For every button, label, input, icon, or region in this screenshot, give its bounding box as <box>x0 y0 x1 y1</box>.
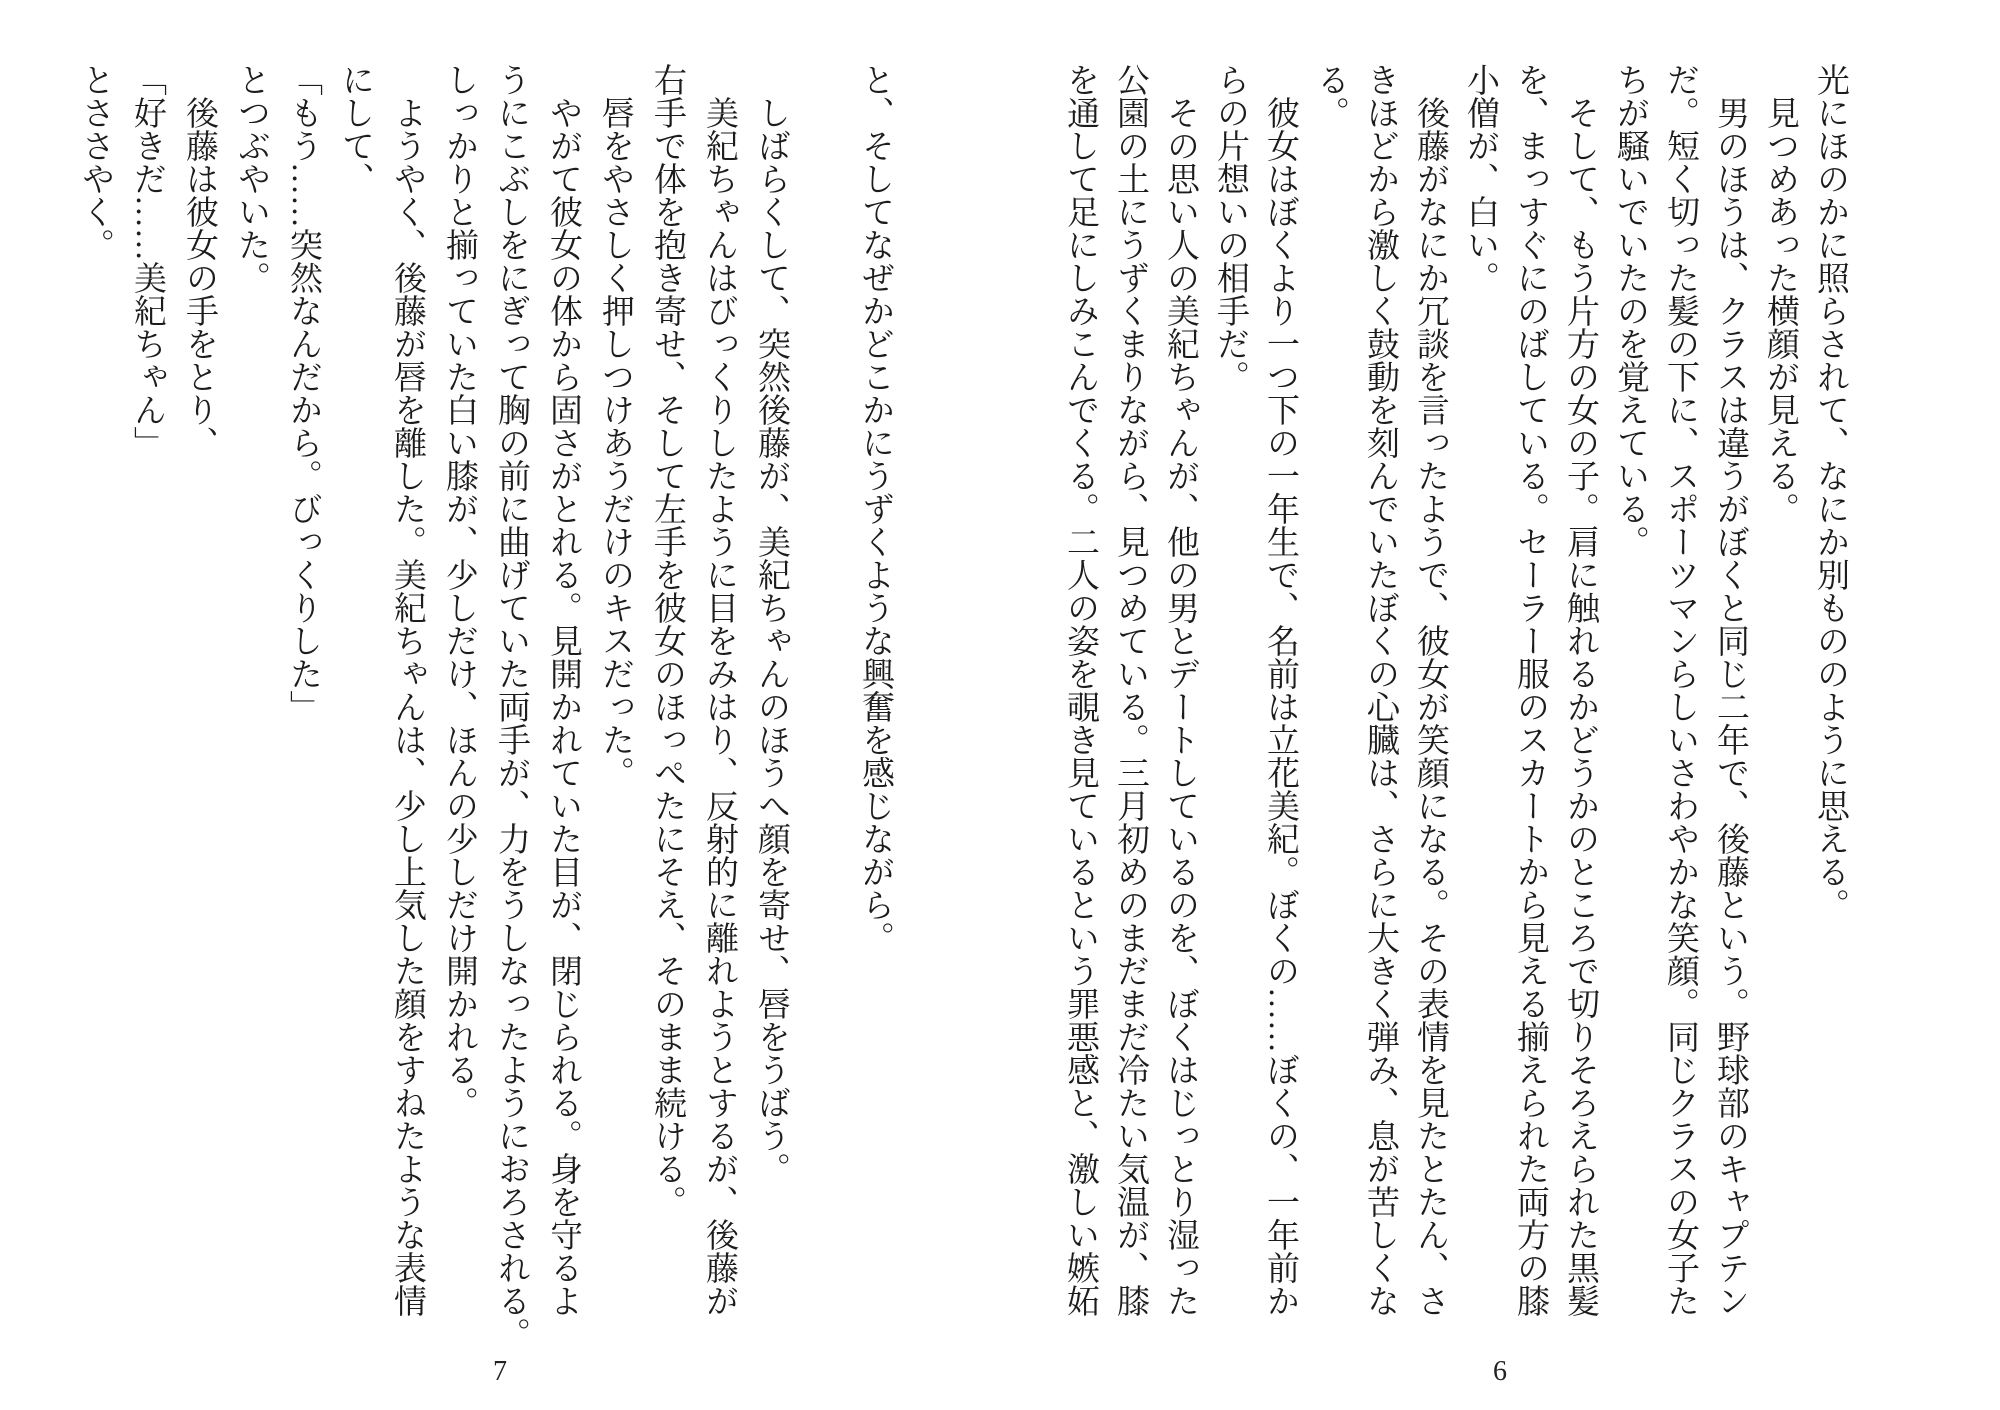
text-column: 公園の土にうずくまりながら、見つめている。三月初めのまだまだ冷たい気温が、膝 <box>1112 63 1148 1317</box>
page-6-number: 6 <box>1493 1356 1507 1387</box>
text-column: ちが騒いでいたのを覚えている。 <box>1612 63 1648 558</box>
text-column: 後藤は彼女の手をとり、 <box>181 96 217 459</box>
text-column: 唇をやさしく押しつけあうだけのキスだった。 <box>597 96 633 789</box>
page-7-text <box>69 63 901 1350</box>
text-column: とささやく。 <box>77 63 113 261</box>
blank-column <box>797 63 849 1321</box>
text-column: ようやく、後藤が唇を離した。美紀ちゃんは、少し上気した顔をすねたような表情 <box>389 96 425 1317</box>
text-column: る。 <box>1312 63 1348 129</box>
text-column: 見つめあった横顔が見える。 <box>1762 96 1798 525</box>
page-7-number: 7 <box>493 1356 507 1387</box>
page-6-text <box>1055 63 1855 1321</box>
text-column: 右手で体を抱き寄せ、そして左手を彼女のほっぺたにそえ、そのまま続ける。 <box>649 63 685 1218</box>
text-column: 彼女はぼくより一つ下の一年生で、名前は立花美紀。ぼくの……ぼくの、一年前か <box>1262 96 1298 1317</box>
text-column: 光にほのかに照らされて、なにか別もののように思える。 <box>1812 63 1848 921</box>
text-column: しっかりと揃っていた白い膝が、少しだけ、ほんの少しだけ開かれる。 <box>441 63 477 1119</box>
text-column: らの片想いの相手だ。 <box>1212 63 1248 393</box>
text-column: 美紀ちゃんはびっくりしたように目をみはり、反射的に離れようとするが、後藤が <box>701 96 737 1317</box>
text-column: その思い人の美紀ちゃんが、他の男とデートしているのを、ぼくはじっとり湿った <box>1162 96 1198 1317</box>
text-column: しばらくして、突然後藤が、美紀ちゃんのほうへ顔を寄せ、唇をうばう。 <box>753 96 789 1185</box>
text-column: きほどから激しく鼓動を刻んでいたぼくの心臓は、さらに大きく弾み、息が苦しくな <box>1362 63 1398 1317</box>
text-column: にして、 <box>337 63 373 195</box>
text-column: 「もう……突然なんだから。びっくりした」 <box>285 63 321 723</box>
text-column: 「好きだ……美紀ちゃん」 <box>129 63 165 459</box>
text-column: 小僧が、白い。 <box>1462 63 1498 294</box>
text-column: 後藤がなにか冗談を言ったようで、彼女が笑顔になる。その表情を見たとたん、さ <box>1412 96 1448 1317</box>
text-column: と、そしてなぜかどこかにうずくような興奮を感じながら。 <box>857 63 893 954</box>
text-column: うにこぶしをにぎって胸の前に曲げていた両手が、力をうしなったようにおろされる。 <box>493 63 529 1350</box>
text-column: を、まっすぐにのばしている。セーラー服のスカートから見える揃えられた両方の膝 <box>1512 63 1548 1317</box>
text-column: そして、もう片方の女の子。肩に触れるかどうかのところで切りそろえられた黒髪 <box>1562 96 1598 1317</box>
text-column: を通して足にしみこんでくる。二人の姿を覗き見ているという罪悪感と、激しい嫉妬 <box>1062 63 1098 1317</box>
text-column: とつぶやいた。 <box>233 63 269 294</box>
text-column: だ。短く切った髪の下に、スポーツマンらしいさわやかな笑顔。同じクラスの女子た <box>1662 63 1698 1317</box>
text-column: やがて彼女の体から固さがとれる。見開かれていた目が、閉じられる。身を守るよ <box>545 96 581 1317</box>
text-column: 男のほうは、クラスは違うがぼくと同じ二年で、後藤という。野球部のキャプテン <box>1712 96 1748 1317</box>
